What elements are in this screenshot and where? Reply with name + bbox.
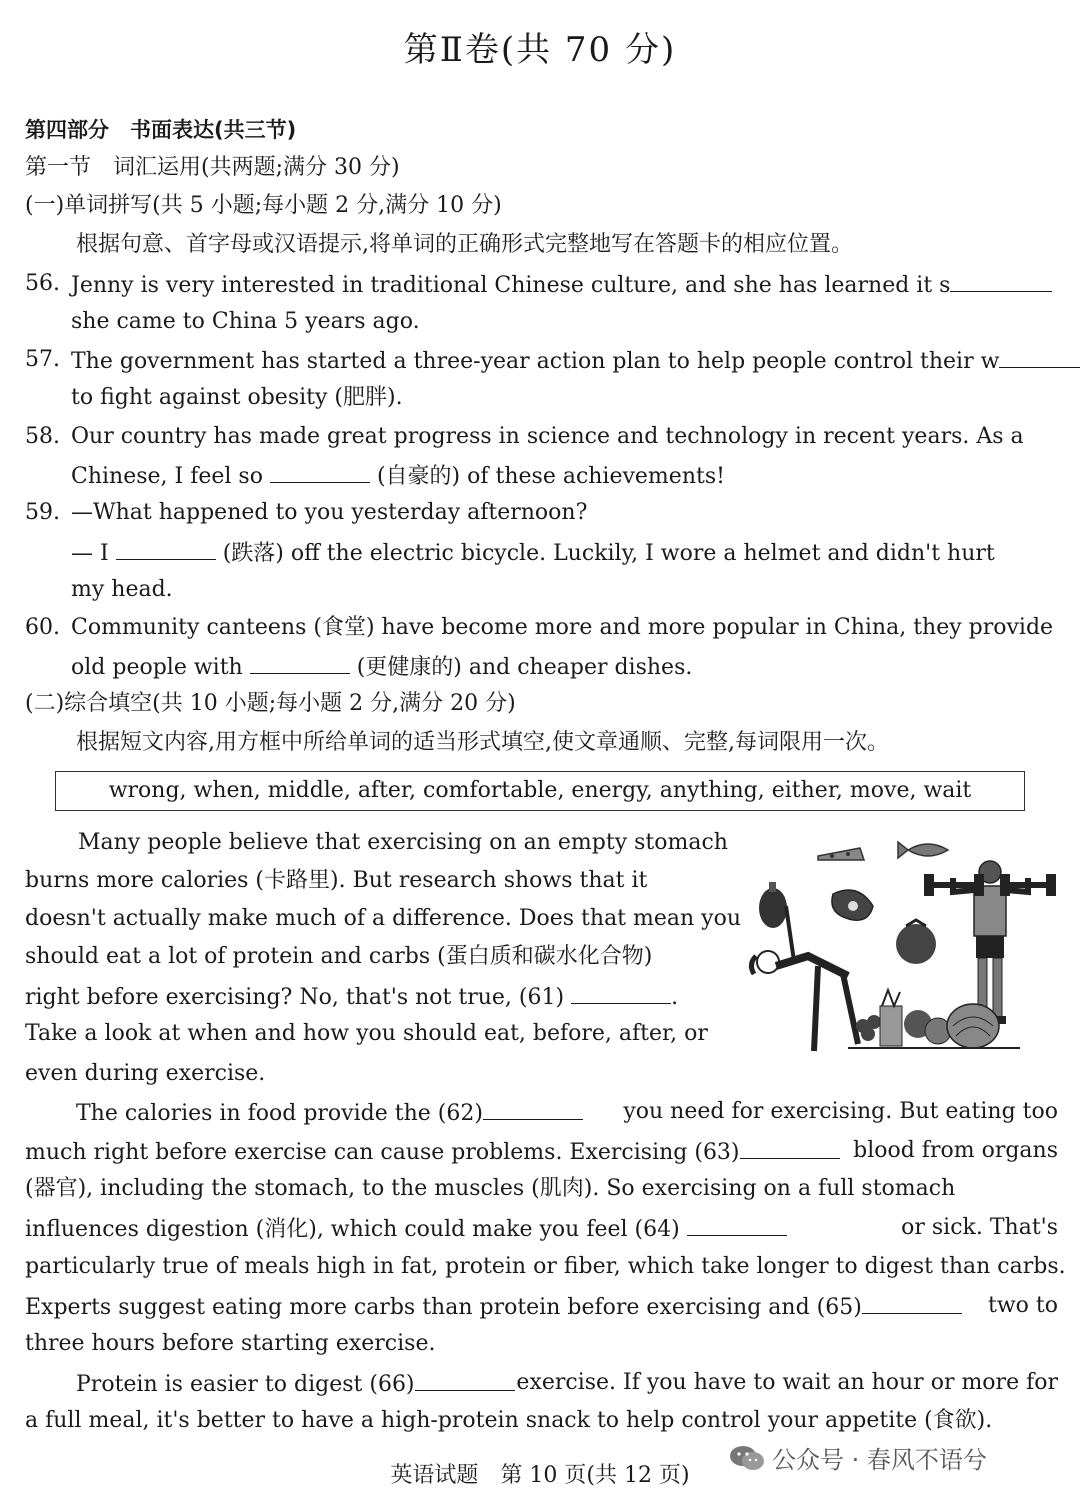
wechat-icon <box>728 1443 766 1473</box>
page-footer: 英语试题 第 10 页(共 12 页) <box>390 1463 690 1488</box>
passage-line: much right before exercise can cause problems. Exercising (63) blood from organs <box>25 1132 1058 1172</box>
answer-blank-59[interactable] <box>116 533 216 560</box>
question-number: 58. <box>25 424 60 449</box>
answer-blank-66[interactable] <box>415 1364 515 1391</box>
answer-blank-60[interactable] <box>250 647 350 674</box>
passage-line: even during exercise. <box>25 1061 266 1086</box>
question-number: 57. <box>25 347 60 372</box>
watermark-text: 公众号 · 春风不语兮 <box>772 1446 987 1474</box>
question-number: 59. <box>25 500 60 525</box>
question-57-line2: to fight against obesity (肥胖). <box>71 385 403 410</box>
answer-blank-62[interactable] <box>483 1093 583 1120</box>
question-56-line2: she came to China 5 years ago. <box>71 309 420 334</box>
passage-line: Many people believe that exercising on an empty stomach <box>78 830 728 855</box>
answer-blank-56[interactable] <box>950 265 1052 292</box>
sub2-instruction: 根据短文内容,用方框中所给单词的适当形式填空,使文章通顺、完整,每词限用一次。 <box>76 730 889 755</box>
question-58-line2: Chinese, I feel so (自豪的) of these achievements! <box>71 456 725 496</box>
question-number: 60. <box>25 615 60 640</box>
passage-line: (器官), including the stomach, to the muscles (肌肉). So exercising on a full stomach <box>25 1176 956 1201</box>
question-59-line3: my head. <box>71 577 173 602</box>
part-heading: 第四部分 书面表达(共三节) <box>25 118 297 142</box>
question-60-line2: old people with (更健康的) and cheaper dishes. <box>71 647 692 687</box>
passage-line: Experts suggest eating more carbs than protein before exercising and (65) two to <box>25 1287 1058 1327</box>
answer-blank-58[interactable] <box>270 456 370 483</box>
question-56-line1: Jenny is very interested in traditional Chinese culture, and she has learned it s <box>71 265 1058 305</box>
passage-line: particularly true of meals high in fat, protein or fiber, which take longer to digest than carbs. <box>25 1254 1066 1279</box>
passage-line: three hours before starting exercise. <box>25 1331 436 1356</box>
passage-line: doesn't actually make much of a difference. Does that mean you <box>25 906 742 931</box>
word-box: wrong, when, middle, after, comfortable, energy, anything, either, move, wait <box>55 771 1025 811</box>
answer-blank-57[interactable] <box>999 341 1080 368</box>
watermark <box>728 1440 987 1475</box>
question-57-line1: The government has started a three-year action plan to help people control their w <box>71 341 1058 381</box>
passage-line: influences digestion (消化), which could make you feel (64) or sick. That's <box>25 1209 1058 1249</box>
question-number: 56. <box>25 271 60 296</box>
passage-line: burns more calories (卡路里). But research shows that it <box>25 868 648 893</box>
answer-blank-64[interactable] <box>687 1209 787 1236</box>
question-58-line1: Our country has made great progress in science and technology in recent years. As a <box>71 424 1024 449</box>
sub1-heading: (一)单词拼写(共 5 小题;每小题 2 分,满分 10 分) <box>25 193 502 218</box>
passage-line: should eat a lot of protein and carbs (蛋白质和碳水化合物) <box>25 944 653 969</box>
sub2-heading: (二)综合填空(共 10 小题;每小题 2 分,满分 20 分) <box>25 691 516 716</box>
question-60-line1: Community canteens (食堂) have become more and more popular in China, they provide <box>71 615 1054 640</box>
passage-line: a full meal, it's better to have a high-protein snack to help control your appetite (食欲). <box>25 1408 993 1433</box>
answer-blank-63[interactable] <box>740 1132 840 1159</box>
section-heading: 第一节 词汇运用(共两题;满分 30 分) <box>25 155 400 180</box>
sub1-instruction: 根据句意、首字母或汉语提示,将单词的正确形式完整地写在答题卡的相应位置。 <box>76 232 853 257</box>
passage-line: Protein is easier to digest (66) exercise. If you have to wait an hour or more for <box>76 1364 1058 1404</box>
page-title: 第Ⅱ卷(共 70 分) <box>403 30 677 70</box>
passage-line: right before exercising? No, that's not true, (61) . <box>25 977 678 1017</box>
passage-line: Take a look at when and how you should eat, before, after, or <box>25 1021 708 1046</box>
question-59-line2: — I (跌落) off the electric bicycle. Luckily, I wore a helmet and didn't hurt <box>71 533 995 573</box>
answer-blank-65[interactable] <box>862 1287 962 1314</box>
answer-blank-61[interactable] <box>571 977 671 1004</box>
exercise-food-illustration <box>748 826 1058 1058</box>
question-59-line1: —What happened to you yesterday afternoon? <box>71 500 588 525</box>
passage-line: The calories in food provide the (62) you need for exercising. But eating too <box>76 1093 1058 1133</box>
